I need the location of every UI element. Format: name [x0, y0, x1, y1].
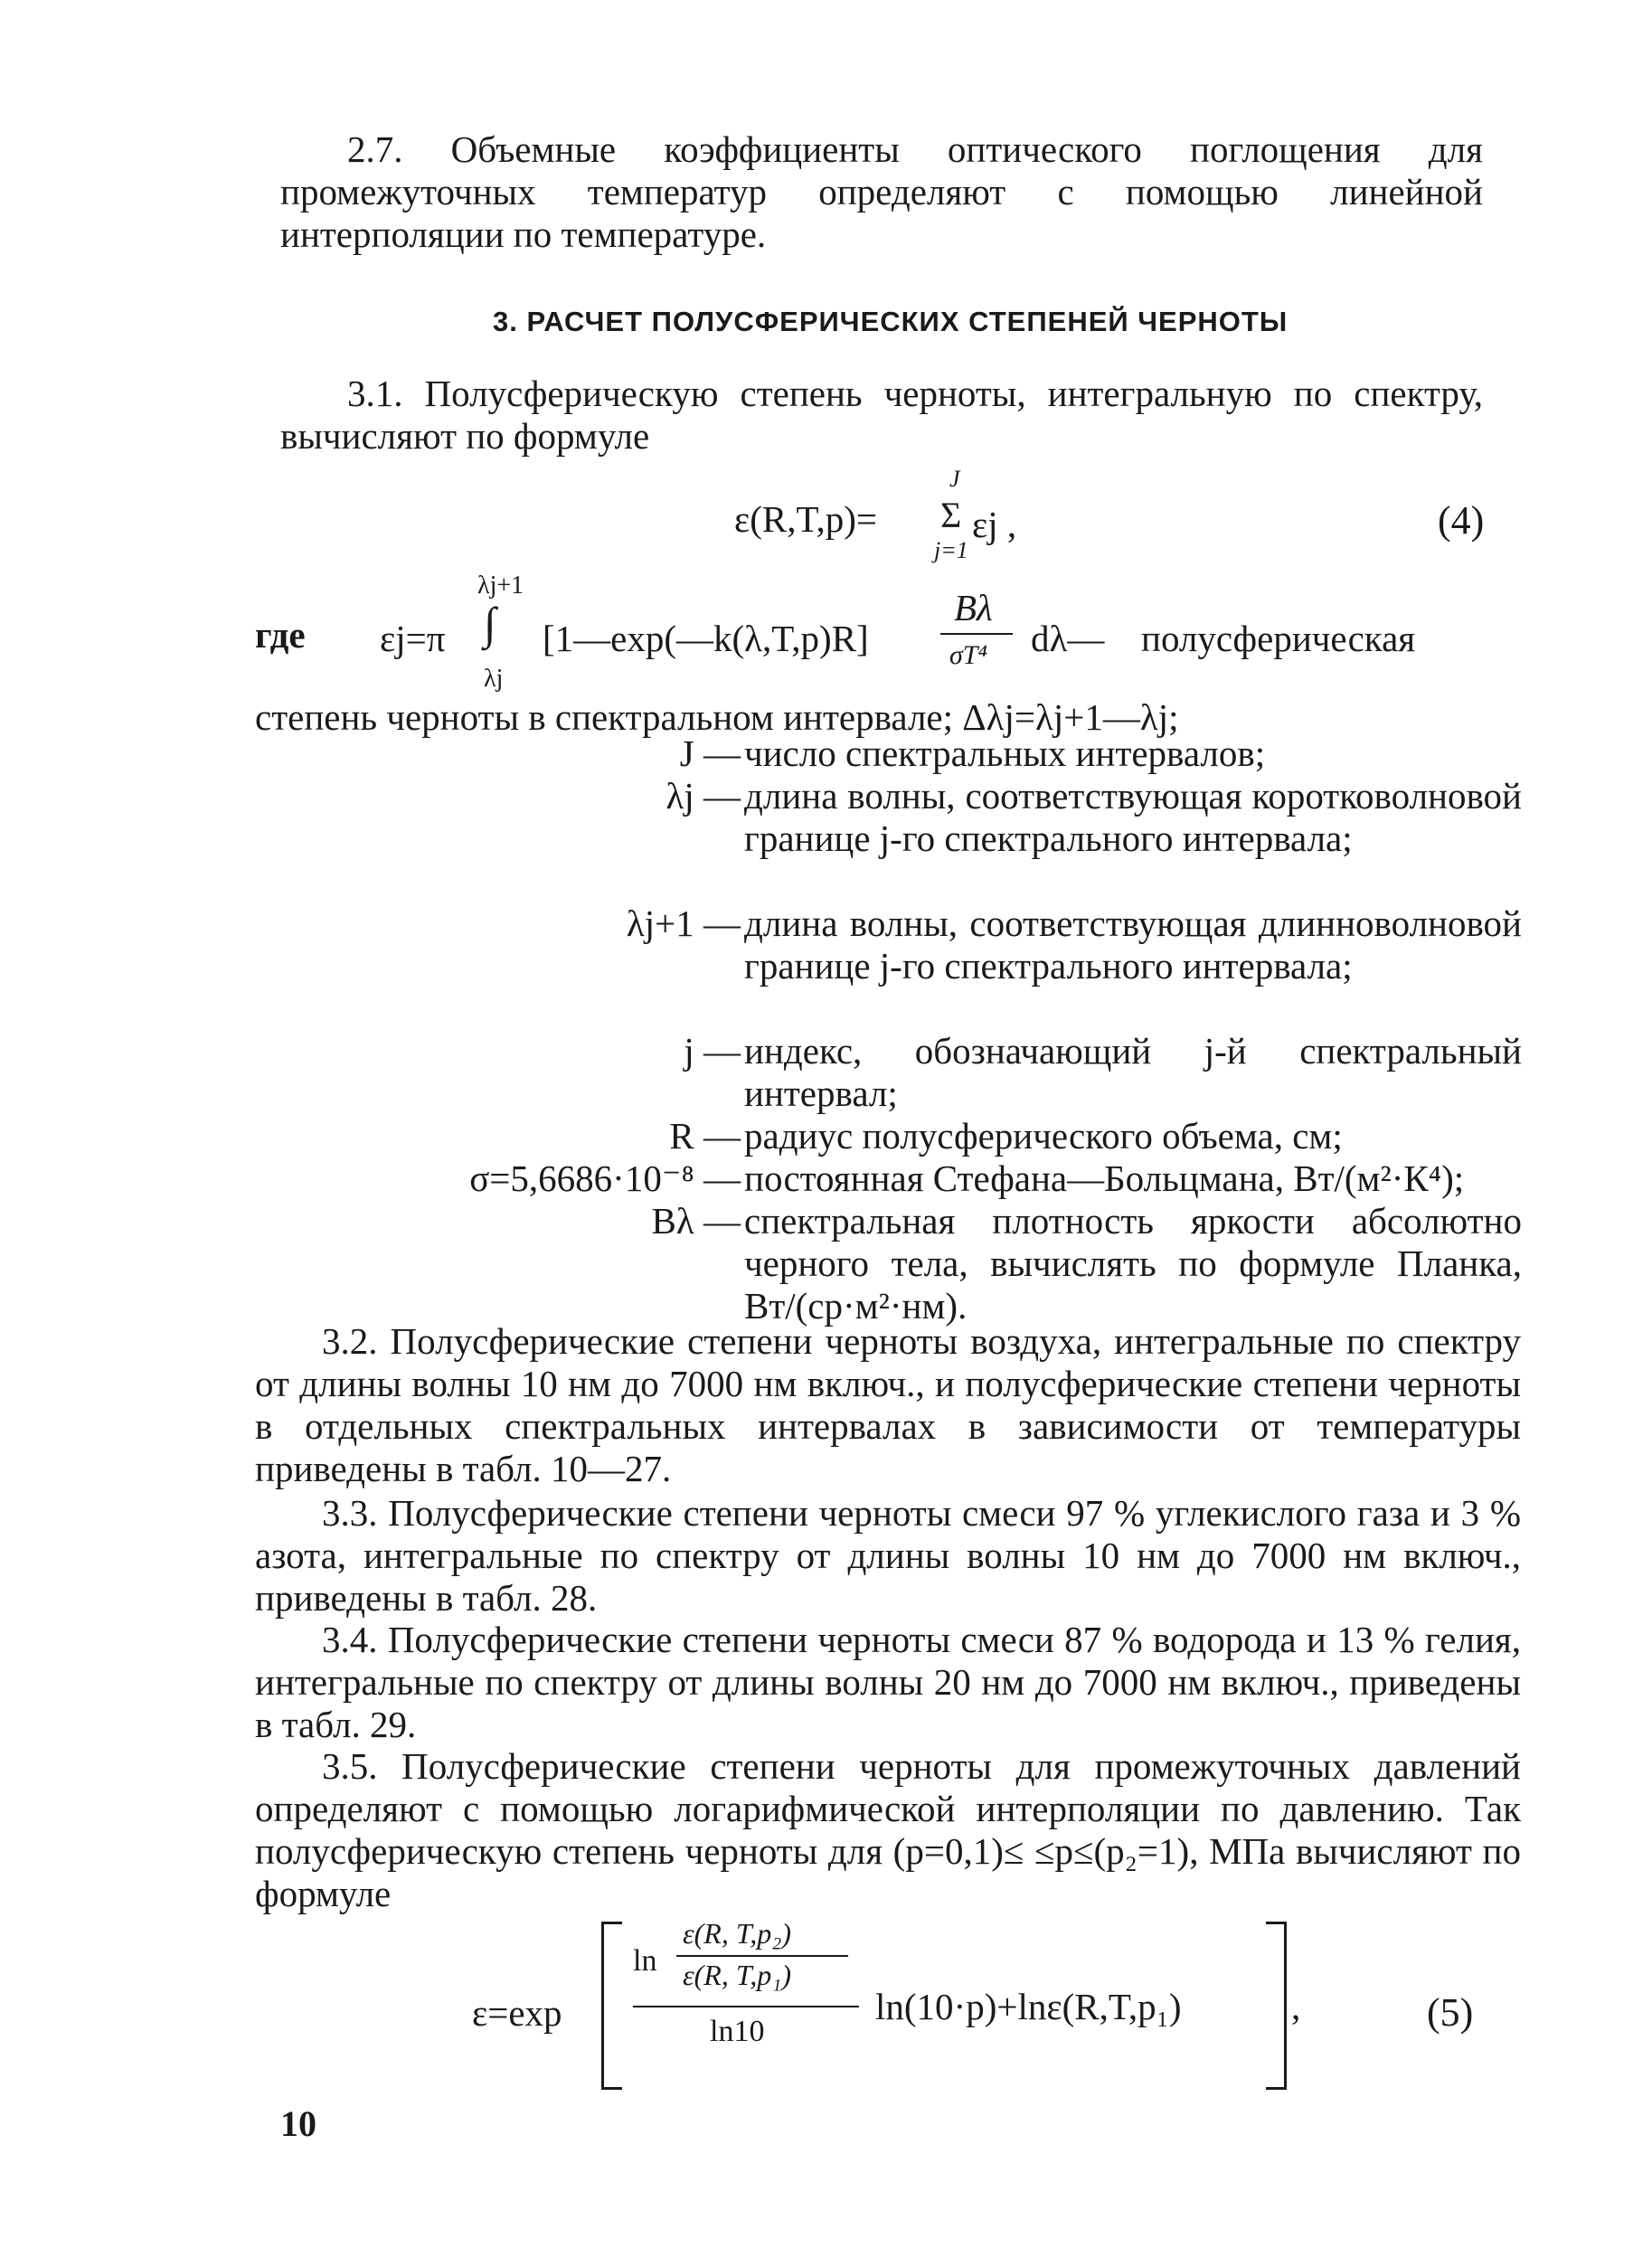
definition-item [0, 732, 1652, 775]
fraction-bar [940, 633, 1013, 635]
definition-symbol: j — [684, 1030, 741, 1072]
formula-eps-j-desc: полусферическая [1141, 618, 1416, 659]
formula-5-comma: , [1291, 1986, 1301, 2027]
formula-4-sum-bottom: j=1 [934, 537, 968, 563]
integrand: [1—exp(—k(λ,T,p)R] [543, 618, 869, 659]
definition-symbol: λj+1 — [626, 902, 741, 944]
definition-text: длина волны, соответствующая длинноволновой границе j-го спектрального интервала; [744, 902, 1522, 987]
formula-4-lhs: ε(R,T,p)= [734, 498, 877, 540]
definition-text: число спектральных интервалов; [744, 732, 1266, 774]
outer-fraction-bar [633, 2006, 859, 2007]
formula-4-term: εj , [972, 504, 1017, 545]
formula-5-number: (5) [1427, 1990, 1474, 2035]
definition-text: длина волны, соответствующая коротковолновой границе j-го спектрального интервала; [744, 775, 1522, 859]
formula-eps-j-lhs: εj=π [380, 618, 446, 659]
integral-upper-limit: λj+1 [477, 571, 524, 600]
paragraph-2-7: 2.7. Объемные коэффициенты оптического поглощения для промежуточных температур определяют с помощью линейной интерполяции по температуре. [280, 128, 1483, 255]
eps-j-continuation: степень черноты в спектральном интервале; Δλj=λj+1—λj; [255, 696, 1179, 738]
definition-symbol: λj — [666, 775, 741, 817]
definition-symbol: J — [679, 732, 741, 774]
where-word: где [255, 614, 306, 656]
formula-eps-j-tail: dλ— [1031, 618, 1105, 659]
paragraph-3-3: 3.3. Полусферические степени черноты смеси 97 % углекислого газа и 3 % азота, интегральные по спектру от длины волны 10 нм до 7000 нм включ., приведены в табл. 28. [255, 1492, 1521, 1619]
definition-symbol: σ=5,6686·10⁻⁸ — [469, 1157, 741, 1199]
formula-5-denominator: ln10 [710, 2015, 765, 2048]
formula-4-sum: Σ [940, 495, 962, 535]
integral-sign: ∫ [484, 598, 496, 648]
fraction-numerator: Bλ [954, 587, 993, 628]
paragraph-3-2: 3.2. Полусферические степени черноты воздуха, интегральные по спектру от длины волны 10 нм до 7000 нм включ., и полусферические степени черноты в отдельных спектральных интервалах в зависимости от температуры приведены в табл. 10—27. [255, 1320, 1521, 1489]
definition-symbol: Bλ — [651, 1200, 741, 1242]
inner-fraction-bar [676, 1955, 848, 1957]
right-bracket [1266, 1922, 1287, 2090]
paragraph-3-4: 3.4. Полусферические степени черноты смеси 87 % водорода и 13 % гелия, интегральные по спектру от длины волны 20 нм до 7000 нм включ., приведены в табл. 29. [255, 1619, 1521, 1745]
formula-5-ln: ln [633, 1944, 657, 1978]
paragraph-3-5: 3.5. Полусферические степени черноты для промежуточных давлений определяют с помощью логарифмической интерполяции по давлению. Так полусферическую степень черноты для (p=0,1)≤ ≤p≤(p₂=1), МПа вычисляют по формуле [255, 1745, 1521, 1914]
definition-symbol: R — [669, 1115, 741, 1157]
formula-5-tail: ln(10·p)+lnε(R,T,p₁) [875, 1986, 1182, 2027]
section-heading: 3. РАСЧЕТ ПОЛУСФЕРИЧЕСКИХ СТЕПЕНЕЙ ЧЕРНОТЫ [493, 306, 1289, 337]
formula-4-sum-top: J [949, 466, 960, 492]
formula-5-inner-denominator: ε(R, T,p₁) [683, 1959, 792, 1991]
paragraph-3-1: 3.1. Полусферическую степень черноты, интегральную по спектру, вычисляют по формуле [280, 373, 1483, 457]
integral-lower-limit: λj [484, 665, 504, 693]
page-number: 10 [280, 2103, 316, 2144]
definition-text: индекс, обозначающий j-й спектральный интервал; [744, 1030, 1522, 1114]
left-bracket [601, 1922, 622, 2090]
definition-text: спектральная плотность яркости абсолютно черного тела, вычислять по формуле Планка, Вт/(ср·м²·нм). [744, 1200, 1522, 1327]
formula-5-lhs: ε=exp [472, 1992, 562, 2034]
definition-text: радиус полусферического объема, см; [744, 1115, 1343, 1157]
fraction-denominator: σT⁴ [949, 640, 987, 670]
definition-text: постоянная Стефана—Больцмана, Вт/(м²·К⁴); [744, 1157, 1465, 1199]
formula-5-inner-numerator: ε(R, T,p₂) [683, 1917, 792, 1950]
formula-4-number: (4) [1438, 498, 1485, 543]
